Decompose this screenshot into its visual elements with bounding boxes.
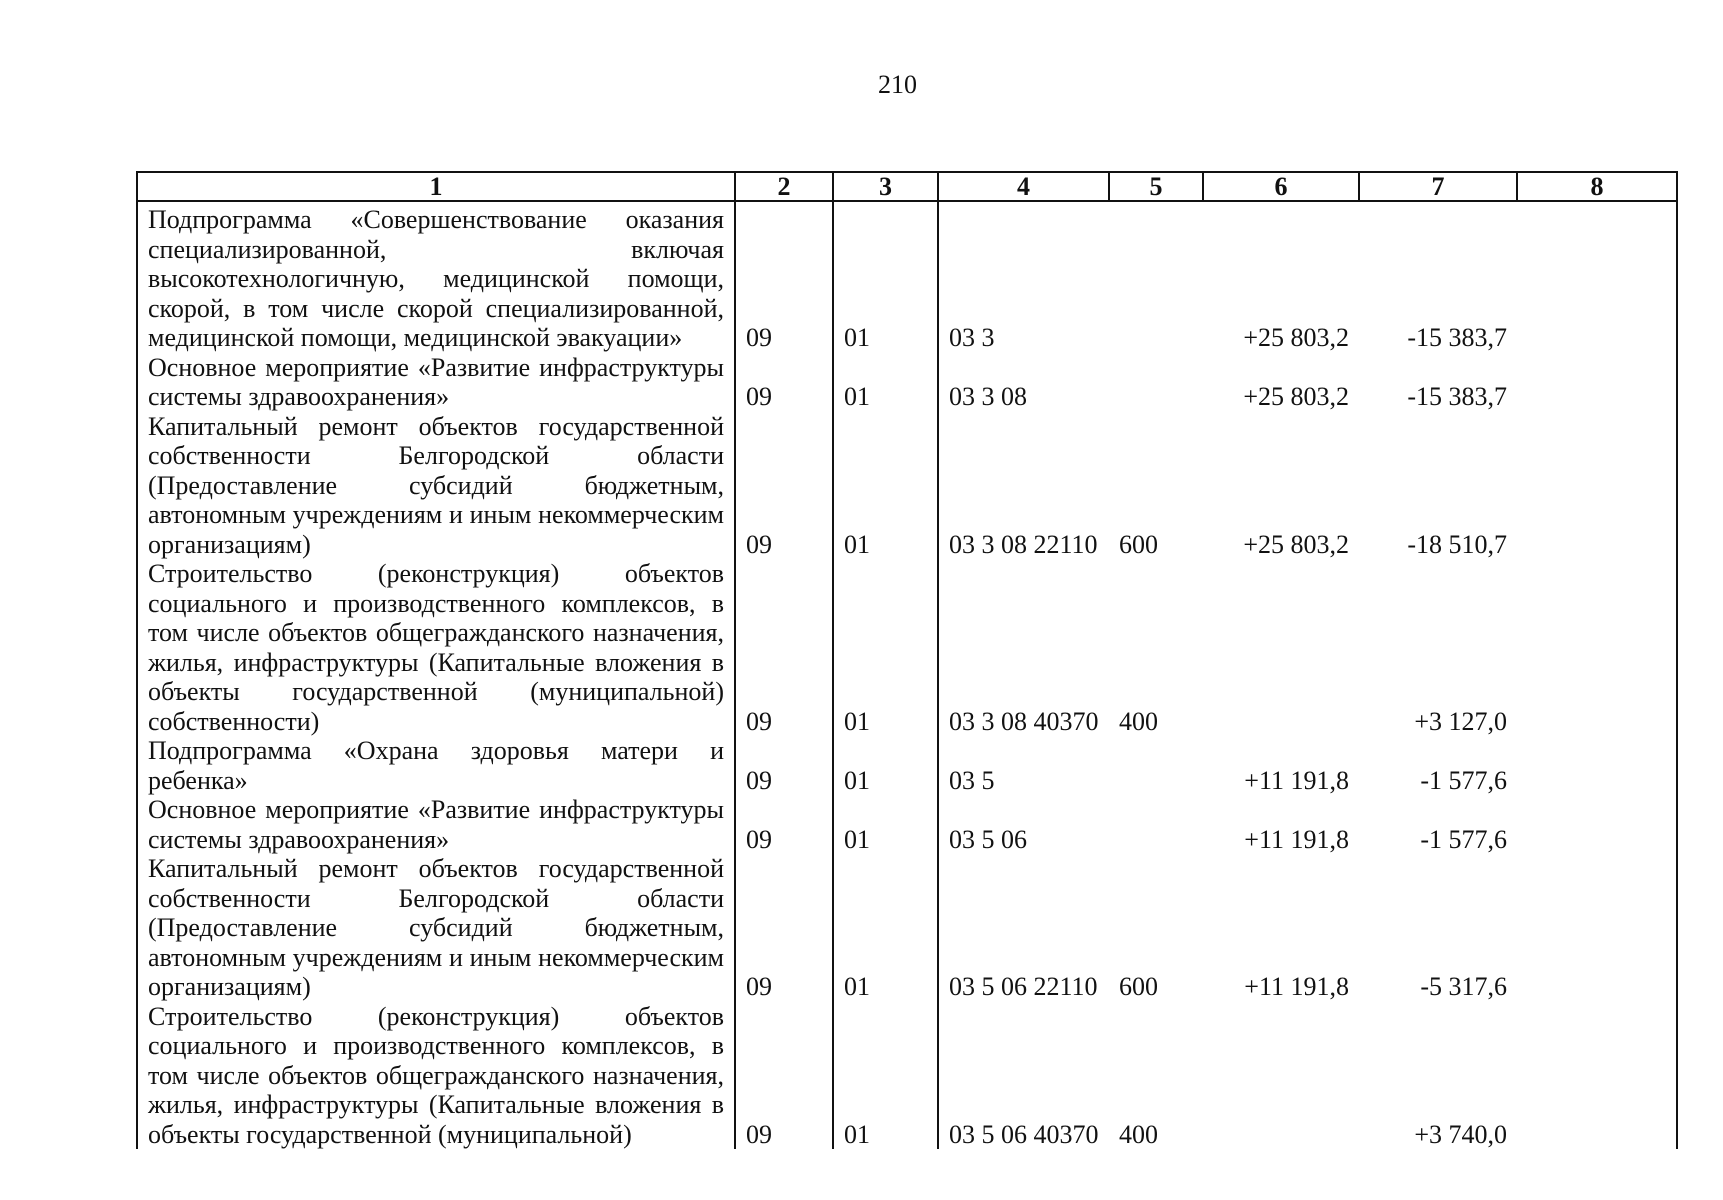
header-col-4: 4 [938,172,1109,201]
row-expense-type: 600 [1119,972,1158,1001]
row-target-article: 03 3 08 40370 [938,559,1109,736]
row-subsection: 01 [833,854,938,1002]
row-value-7: -1 577,6 [1420,765,1507,795]
row-section: 09 [735,1002,833,1150]
row-value-6 [1203,1002,1359,1150]
row-value-7: -15 383,7 [1407,382,1507,411]
row-section: 09 [735,854,833,1002]
header-col-2: 2 [735,172,833,201]
table-row [137,353,1677,412]
table-row [137,559,1677,736]
row-target-article: 03 5 [938,736,1109,795]
row-value-8 [1517,1002,1677,1150]
row-name: Строительство (реконструкция) объектов социального и производственного комплексов, в том числе объектов общегражданского назначения, жилья, инфраструктуры (Капитальные вложения в объекты государственной (муниципальной) [137,1002,735,1150]
row-value-8 [1517,559,1677,736]
header-col-3: 3 [833,172,938,201]
table-row [137,854,1677,1002]
row-target-article: 03 5 06 [938,795,1109,854]
row-section: 09 [735,559,833,736]
row-section: 09 [735,736,833,795]
row-value-7: +3 740,0 [1414,1119,1507,1149]
header-col-6: 6 [1203,172,1359,201]
header-col-8: 8 [1517,172,1677,201]
row-section: 09 [735,201,833,353]
row-value-6: +11 191,8 [1244,824,1349,854]
row-value-8 [1517,353,1677,412]
row-expense-type [1109,736,1203,795]
row-value-6: +25 803,2 [1243,382,1349,411]
row-value-6: +25 803,2 [1243,323,1349,352]
page-number: 210 [878,70,917,99]
row-value-6: +11 191,8 [1244,972,1349,1001]
row-value-7: -5 317,6 [1420,972,1507,1001]
row-value-8 [1517,795,1677,854]
row-value-6: +11 191,8 [1244,765,1349,795]
row-target-article: 03 3 08 22110 [938,412,1109,560]
table-row [137,1002,1677,1150]
table-header-row [137,172,1677,201]
row-value-7: +3 127,0 [1414,706,1507,736]
row-name: Основное мероприятие «Развитие инфраструктуры системы здравоохранения» [137,795,735,854]
row-expense-type [1109,795,1203,854]
row-section: 09 [735,412,833,560]
row-value-8 [1517,201,1677,353]
row-subsection: 01 [833,201,938,353]
row-subsection: 01 [833,353,938,412]
row-target-article: 03 3 08 [938,353,1109,412]
row-value-6 [1203,559,1359,736]
row-name: Подпрограмма «Совершенствование оказания специализированной, включая высокотехнологичную, медицинской помощи, скорой, в том числе скорой специализированной, медицинской помощи, медицинской эвакуации» [137,201,735,353]
row-name: Основное мероприятие «Развитие инфраструктуры системы здравоохранения» [137,353,735,412]
row-section: 09 [735,795,833,854]
row-value-8 [1517,736,1677,795]
row-name: Капитальный ремонт объектов государственной собственности Белгородской области (Предоставление субсидий бюджетным, автономным учреждениям и иным некоммерческим организациям) [137,412,735,560]
row-subsection: 01 [833,736,938,795]
header-col-7: 7 [1359,172,1517,201]
row-value-8 [1517,412,1677,560]
row-subsection: 01 [833,559,938,736]
row-expense-type: 400 [1119,706,1158,736]
row-value-7: -1 577,6 [1420,824,1507,854]
row-value-6: +25 803,2 [1243,529,1349,559]
row-subsection: 01 [833,412,938,560]
row-value-7: -15 383,7 [1407,323,1507,352]
row-target-article: 03 5 06 40370 [938,1002,1109,1150]
row-name: Строительство (реконструкция) объектов социального и производственного комплексов, в том числе объектов общегражданского назначения, жилья, инфраструктуры (Капитальные вложения в объекты государственной (муниципальной) собственности) [137,559,735,736]
row-expense-type [1109,201,1203,353]
row-expense-type [1109,353,1203,412]
row-subsection: 01 [833,795,938,854]
header-col-5: 5 [1109,172,1203,201]
table-row [137,736,1677,795]
row-expense-type: 400 [1119,1119,1158,1149]
row-name: Подпрограмма «Охрана здоровья матери и ребенка» [137,736,735,795]
table-row [137,201,1677,353]
row-value-7: -18 510,7 [1407,529,1507,559]
row-target-article: 03 3 [938,201,1109,353]
row-target-article: 03 5 06 22110 [938,854,1109,1002]
row-value-8 [1517,854,1677,1002]
table-row [137,795,1677,854]
budget-table [136,171,1678,1149]
row-subsection: 01 [833,1002,938,1150]
table-row [137,412,1677,560]
row-section: 09 [735,353,833,412]
row-expense-type: 600 [1119,529,1158,559]
row-name: Капитальный ремонт объектов государственной собственности Белгородской области (Предоставление субсидий бюджетным, автономным учреждениям и иным некоммерческим организациям) [137,854,735,1002]
header-col-1: 1 [137,172,735,201]
